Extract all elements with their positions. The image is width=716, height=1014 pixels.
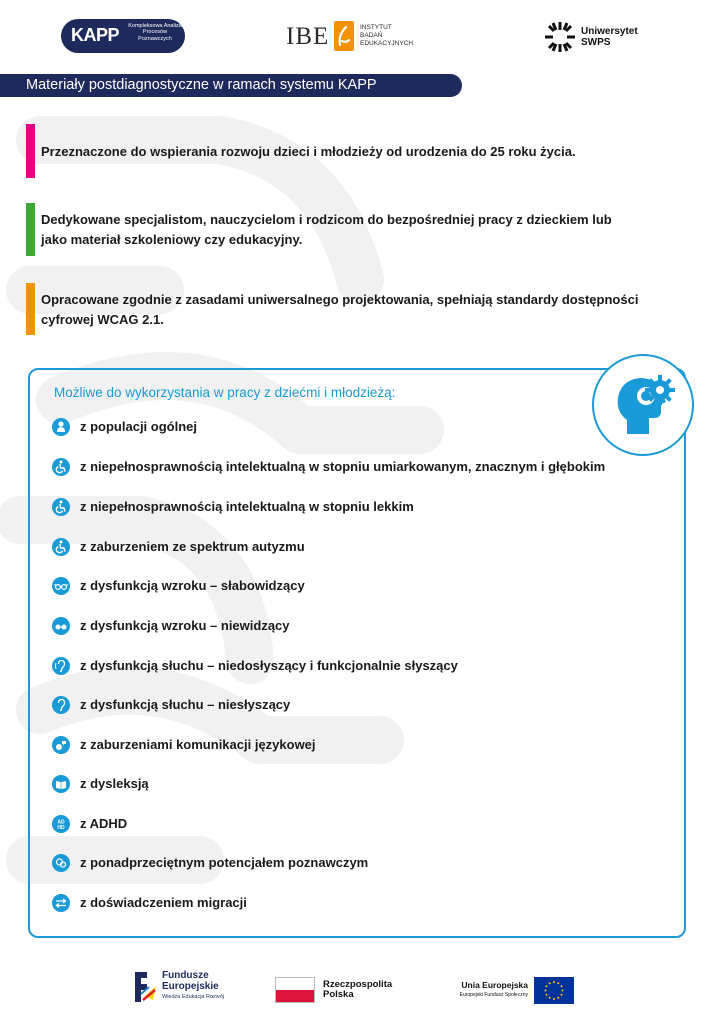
ibe-subtitle-line: BADAŃ [360,32,383,39]
info-block-accessibility [26,283,666,335]
list-item [52,814,652,834]
page-title: Materiały postdiagnostyczne w ramach systemu KAPP [26,77,377,93]
list-item [52,616,652,636]
speech-icon [52,736,70,754]
fundusze-europejskie-logo [133,968,243,1008]
list-item-label: z dysfunkcją słuchu – niedosłyszący i funkcjonalnie słyszący [80,658,458,673]
fe-logo-subtitle: Wiedza Edukacja Rozwój [162,994,225,1000]
fe-mark-icon [133,970,157,1004]
ibe-logo [286,19,446,53]
ibe-logo-subtitle [360,24,413,48]
list-item [52,537,652,557]
swps-logo [543,20,653,54]
unia-europejska-logo [440,977,580,1005]
list-item [52,853,652,873]
list-item [52,497,652,517]
arrows-icon [52,894,70,912]
list-item [52,695,652,715]
list-item-label: z dysfunkcją wzroku – słabowidzący [80,578,305,593]
info-text: Dedykowane specjalistom, nauczycielom i rodzicom do bezpośredniej pracy z dzieckiem lub jako materiał szkoleniowy czy edukacyjny. [41,212,612,247]
brain-icon [52,854,70,872]
fe-line: Fundusze [162,970,209,981]
wheelchair-icon [52,538,70,556]
list-item [52,774,652,794]
list-item-label: z zaburzeniami komunikacji językowej [80,737,316,752]
list-item-label: z niepełnosprawnością intelektualną w stopniu lekkim [80,499,414,514]
info-text: Przeznaczone do wspierania rozwoju dzieci i młodzieży od urodzenia do 25 roku życia. [41,144,576,159]
ibe-subtitle-line: INSTYTUT [360,24,392,31]
ear-icon [52,696,70,714]
svg-text:HD: HD [57,825,65,831]
list-item-label: z populacji ogólnej [80,419,197,434]
accent-bar [26,203,35,256]
list-item [52,576,652,596]
list-item-label: z niepełnosprawnością intelektualną w stopniu umiarkowanym, znacznym i głębokim [80,459,606,474]
list-item-label: z dysfunkcją wzroku – niewidzący [80,618,290,633]
list-item-label: z ADHD [80,816,128,831]
header [0,0,716,70]
list-item-label: z ponadprzeciętnym potencjałem poznawczym [80,855,369,870]
fe-line: Europejskie [162,981,219,992]
kapp-logo [61,19,185,53]
fe-logo-text [162,970,219,992]
list-item [52,893,652,913]
list-item-label: z zaburzeniem ze spektrum autyzmu [80,539,305,554]
wheelchair-icon [52,498,70,516]
ibe-logo-mark [334,21,354,51]
audience-heading: Możliwe do wykorzystania w pracy z dziećmi i młodzieżą: [54,385,396,400]
swps-line: SWPS [581,37,611,48]
rp-line: Polska [323,989,354,1000]
book-icon [52,775,70,793]
polish-flag-icon [275,977,315,1003]
adhd-icon [52,815,70,833]
list-item-label: z dysleksją [80,776,149,791]
ue-logo-subtitle: Europejski Fundusz Społeczny [459,992,528,998]
ibe-subtitle-line: EDUKACYJNYCH [360,40,414,47]
swps-logo-text [581,26,638,48]
ear-icon [52,657,70,675]
glasses-icon [52,577,70,595]
ibe-logo-word: IBE [286,23,330,50]
accent-bar [26,124,35,178]
ue-logo-title: Unia Europejska [461,980,528,990]
info-block-audience [26,203,666,256]
kapp-logo-subtitle: Kompleksowa Analiza Procesów Poznawczych [128,23,182,42]
person-icon [52,418,70,436]
accent-bar [26,283,35,335]
title-bar [0,74,462,97]
wheelchair-icon [52,458,70,476]
rp-line: Rzeczpospolita [323,979,393,990]
list-item [52,417,652,437]
svg-text:AD: AD [57,819,65,826]
list-item [52,735,652,755]
footer [0,960,716,1014]
swps-line: Uniwersytet [581,26,638,37]
dark-glasses-icon [52,617,70,635]
list-item-label: z doświadczeniem migracji [80,895,247,910]
eu-flag-icon [534,977,574,1004]
list-item [52,457,652,477]
swps-mark-icon [543,20,577,54]
head-gear-icon [592,354,694,456]
list-item [52,656,652,676]
kapp-logo-word: KAPP [71,25,120,45]
info-text: Opracowane zgodnie z zasadami uniwersalnego projektowania, spełniają standardy dostępności cyfrowej WCAG 2.1. [41,292,639,327]
list-item-label: z dysfunkcją słuchu – niesłyszący [80,697,291,712]
info-block-age [26,124,666,178]
rzeczpospolita-polska-logo [275,977,400,1005]
rp-logo-text [323,980,392,1000]
